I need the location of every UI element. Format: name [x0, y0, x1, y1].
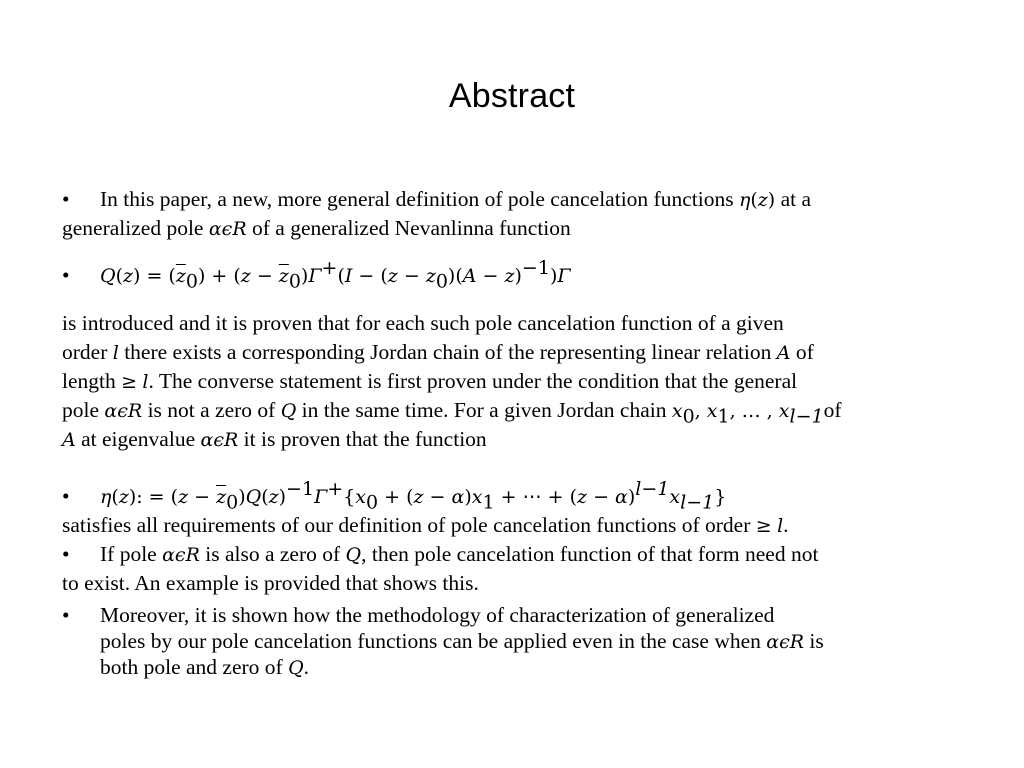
- paragraph-2-line-3: length ≥ l. The converse statement is first proven under the condition that the general: [62, 369, 798, 393]
- equation-q: • $Q(z) = (\overline{z}_0) + (z - \overline{z}_0)\Gamma^+(I - (z - z_0)(A - z)^{-1})\Gamma$: [62, 256, 571, 293]
- bullet-icon: •: [62, 603, 70, 627]
- paragraph-2-line-4: pole αϵR is not a zero of Q in the same time. For a given Jordan chain $x_0$, $x_1$, … , $x_{l-1}of$: [62, 398, 842, 428]
- paragraph-3-line-1: satisfies all requirements of our definition of pole cancelation functions of order ≥ l.: [62, 513, 789, 537]
- bullet-icon: •: [62, 187, 70, 211]
- bullet-icon: •: [62, 542, 70, 566]
- paragraph-5-line-2: poles by our pole cancelation functions can be applied even in the case when αϵR is: [100, 629, 824, 653]
- paragraph-5-line-3: both pole and zero of Q.: [100, 655, 310, 679]
- slide-title: Abstract: [448, 77, 576, 115]
- equation-eta: • η(z): = $(z - \overline{z}_0)Q(z)^{-1}\Gamma^+\{x_0 + (z - \alpha)x_1$ + ⋯ + $(z - \alpha)^{l-1}x_{l-1}$}: [62, 477, 727, 514]
- paragraph-5-line-1: [62, 601, 774, 630]
- paragraph-2-line-2: order l there exists a corresponding Jordan chain of the representing linear relation A of: [62, 340, 814, 364]
- paragraph-5-text-1: Moreover, it is shown how the methodology of characterization of generalized: [100, 603, 775, 627]
- paragraph-2-line-1: is introduced and it is proven that for each such pole cancelation function of a given: [62, 311, 784, 335]
- paragraph-1-line-1: • In this paper, a new, more general definition of pole cancelation functions η(z) at a: [62, 185, 811, 214]
- paragraph-1-line-2: generalized pole αϵR of a generalized Nevanlinna function: [62, 216, 571, 240]
- bullet-icon: •: [62, 263, 70, 287]
- paragraph-2-line-5: A at eigenvalue αϵR it is proven that the function: [62, 427, 487, 451]
- paragraph-4-line-1: • If pole αϵR is also a zero of Q, then pole cancelation function of that form need not: [62, 540, 818, 569]
- bullet-icon: •: [62, 484, 70, 508]
- paragraph-4-line-2: to exist. An example is provided that shows this.: [62, 571, 479, 595]
